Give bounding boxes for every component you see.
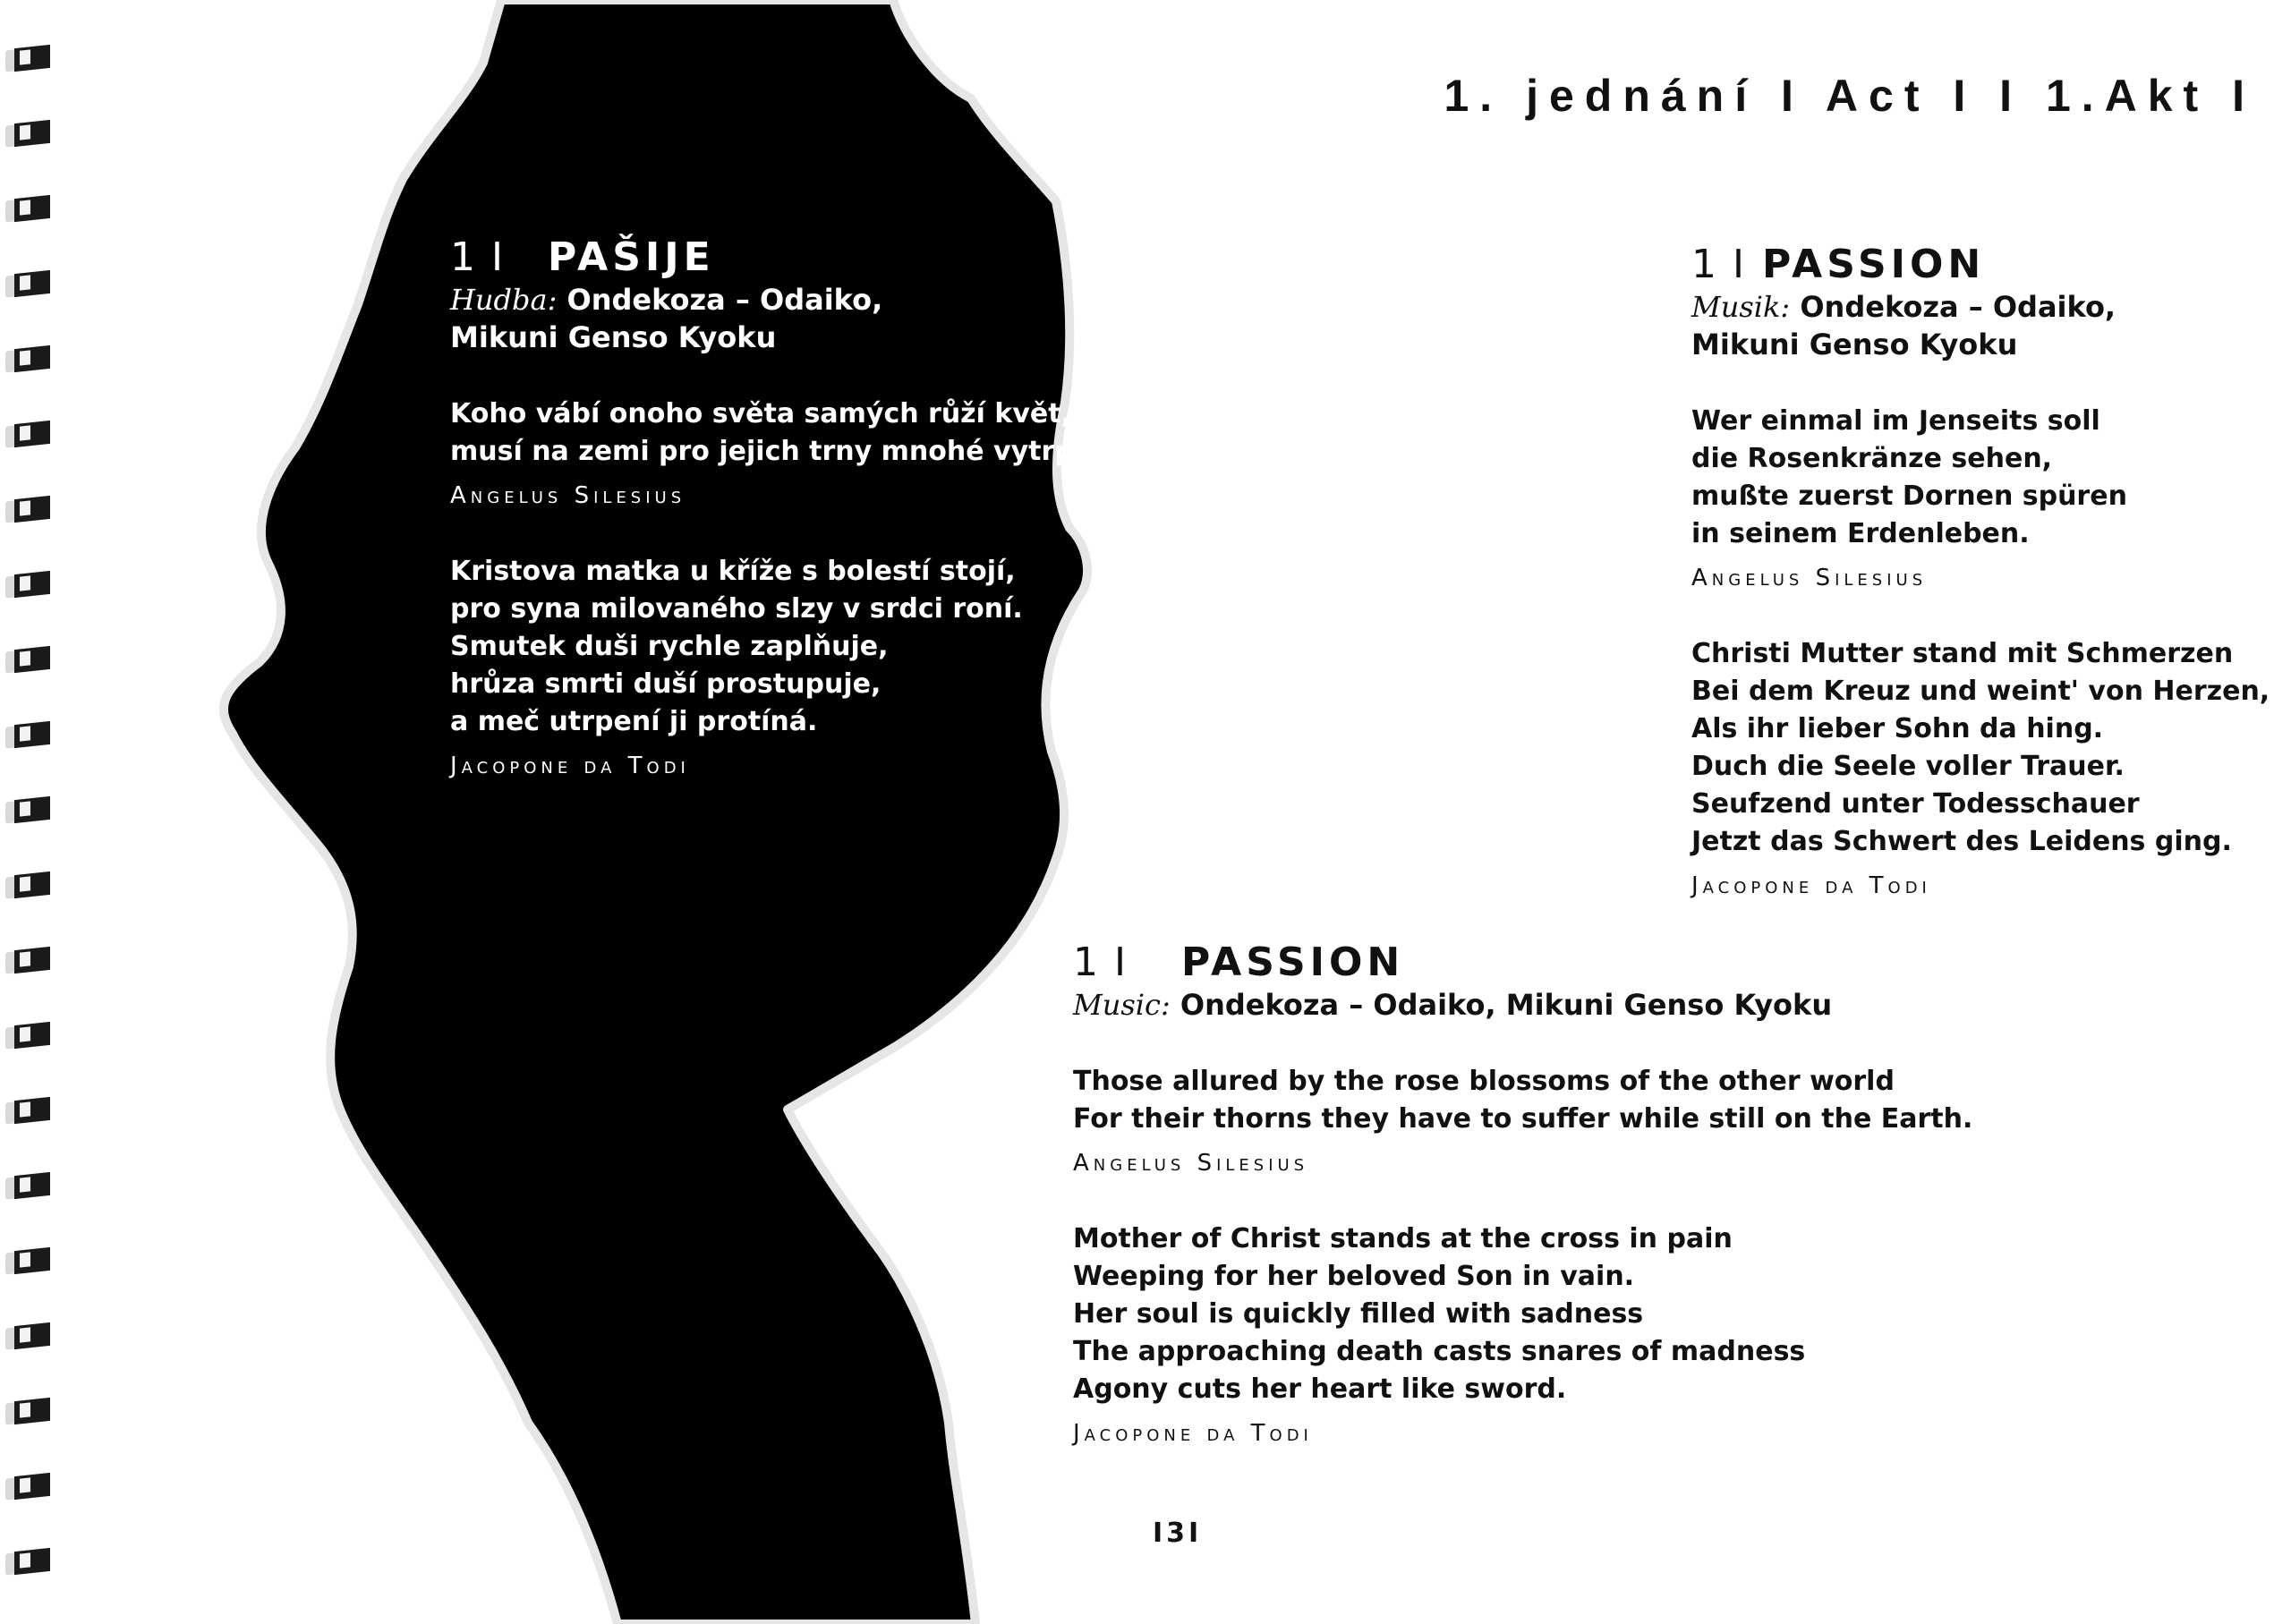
czech-music-line-1 <box>450 281 1115 319</box>
english-title-line <box>1073 940 1972 986</box>
german-author: Jacopone da Todi <box>1691 872 1931 899</box>
act-header: 1. jednání I Act I I 1.Akt I <box>1444 71 2255 121</box>
english-verse-line: Mother of Christ stands at the cross in pain <box>1073 1223 1733 1254</box>
english-verse-line: Weeping for her beloved Son in vain. <box>1073 1261 1635 1292</box>
english-author: Jacopone da Todi <box>1073 1420 1313 1447</box>
german-verse-line: die Rosenkränze sehen, <box>1691 443 2053 474</box>
german-verse-line: Als ihr lieber Sohn da hing. <box>1691 713 2104 744</box>
czech-music-label: Hudba: <box>450 283 558 317</box>
czech-music-text: Ondekoza – Odaiko, <box>566 283 883 317</box>
czech-title: PAŠIJE <box>547 234 715 280</box>
page-number: I3I <box>1153 1518 1203 1549</box>
german-verse-line: Wer einmal im Jenseits soll <box>1691 405 2100 437</box>
czech-verse-line: Koho vábí onoho světa samých růží květ, <box>450 398 1071 429</box>
german-music-label: Musik: <box>1691 290 1791 324</box>
english-music-label: Music: <box>1073 988 1171 1022</box>
german-number: 1 I <box>1691 242 1746 287</box>
german-music-line-2: Mikuni Genso Kyoku <box>1691 327 2018 361</box>
czech-music-line-2: Mikuni Genso Kyoku <box>450 320 777 354</box>
english-verse-line: The approaching death casts snares of madness <box>1073 1336 1806 1367</box>
czech-author: Angelus Silesius <box>450 482 686 509</box>
english-number: 1 I <box>1073 940 1128 985</box>
czech-verse-line: a meč utrpení ji protíná. <box>450 706 818 737</box>
czech-verse-line: Smutek duši rychle zaplňuje, <box>450 631 889 662</box>
czech-verse-line: hrůza smrti duší prostupuje, <box>450 668 881 700</box>
german-verse-line: Duch die Seele voller Trauer. <box>1691 751 2125 782</box>
czech-author: Jacopone da Todi <box>450 752 690 779</box>
czech-number: 1 I <box>450 234 505 280</box>
english-verse-line: For their thorns they have to suffer while still on the Earth. <box>1073 1103 1973 1135</box>
german-title-line <box>1691 242 2270 288</box>
german-title: PASSION <box>1761 242 1986 287</box>
german-section <box>1691 242 2270 904</box>
english-author: Angelus Silesius <box>1073 1150 1309 1177</box>
english-section <box>1073 940 1972 1451</box>
german-author: Angelus Silesius <box>1691 565 1928 591</box>
german-verse-line: Jetzt das Schwert des Leidens ging. <box>1691 826 2232 857</box>
english-music-text: Ondekoza – Odaiko, Mikuni Genso Kyoku <box>1180 988 1833 1022</box>
czech-verse-line: musí na zemi pro jejich trny mnohé vytrpět. <box>450 436 1115 467</box>
german-verse-line: in seinem Erdenleben. <box>1691 518 2030 549</box>
english-verse-line: Agony cuts her heart like sword. <box>1073 1373 1567 1405</box>
czech-verse-line: pro syna milovaného slzy v srdci roní. <box>450 593 1023 625</box>
german-verse-line: mußte zuerst Dornen spüren <box>1691 480 2127 512</box>
english-title: PASSION <box>1180 940 1405 985</box>
german-music-line-1 <box>1691 288 2270 326</box>
german-verse-line: Seufzend unter Todesschauer <box>1691 788 2140 820</box>
english-verse-line: Her soul is quickly filled with sadness <box>1073 1298 1644 1330</box>
czech-section <box>450 234 1115 784</box>
czech-title-line <box>450 234 1115 281</box>
english-verse-line: Those allured by the rose blossoms of the other world <box>1073 1066 1895 1097</box>
german-verse-line: Bei dem Kreuz und weint' von Herzen, <box>1691 676 2270 707</box>
english-music-line <box>1073 986 1972 1024</box>
german-verse-line: Christi Mutter stand mit Schmerzen <box>1691 638 2234 669</box>
german-music-text: Ondekoza – Odaiko, <box>1800 290 2116 324</box>
czech-verse-line: Kristova matka u kříže s bolestí stojí, <box>450 556 1016 587</box>
